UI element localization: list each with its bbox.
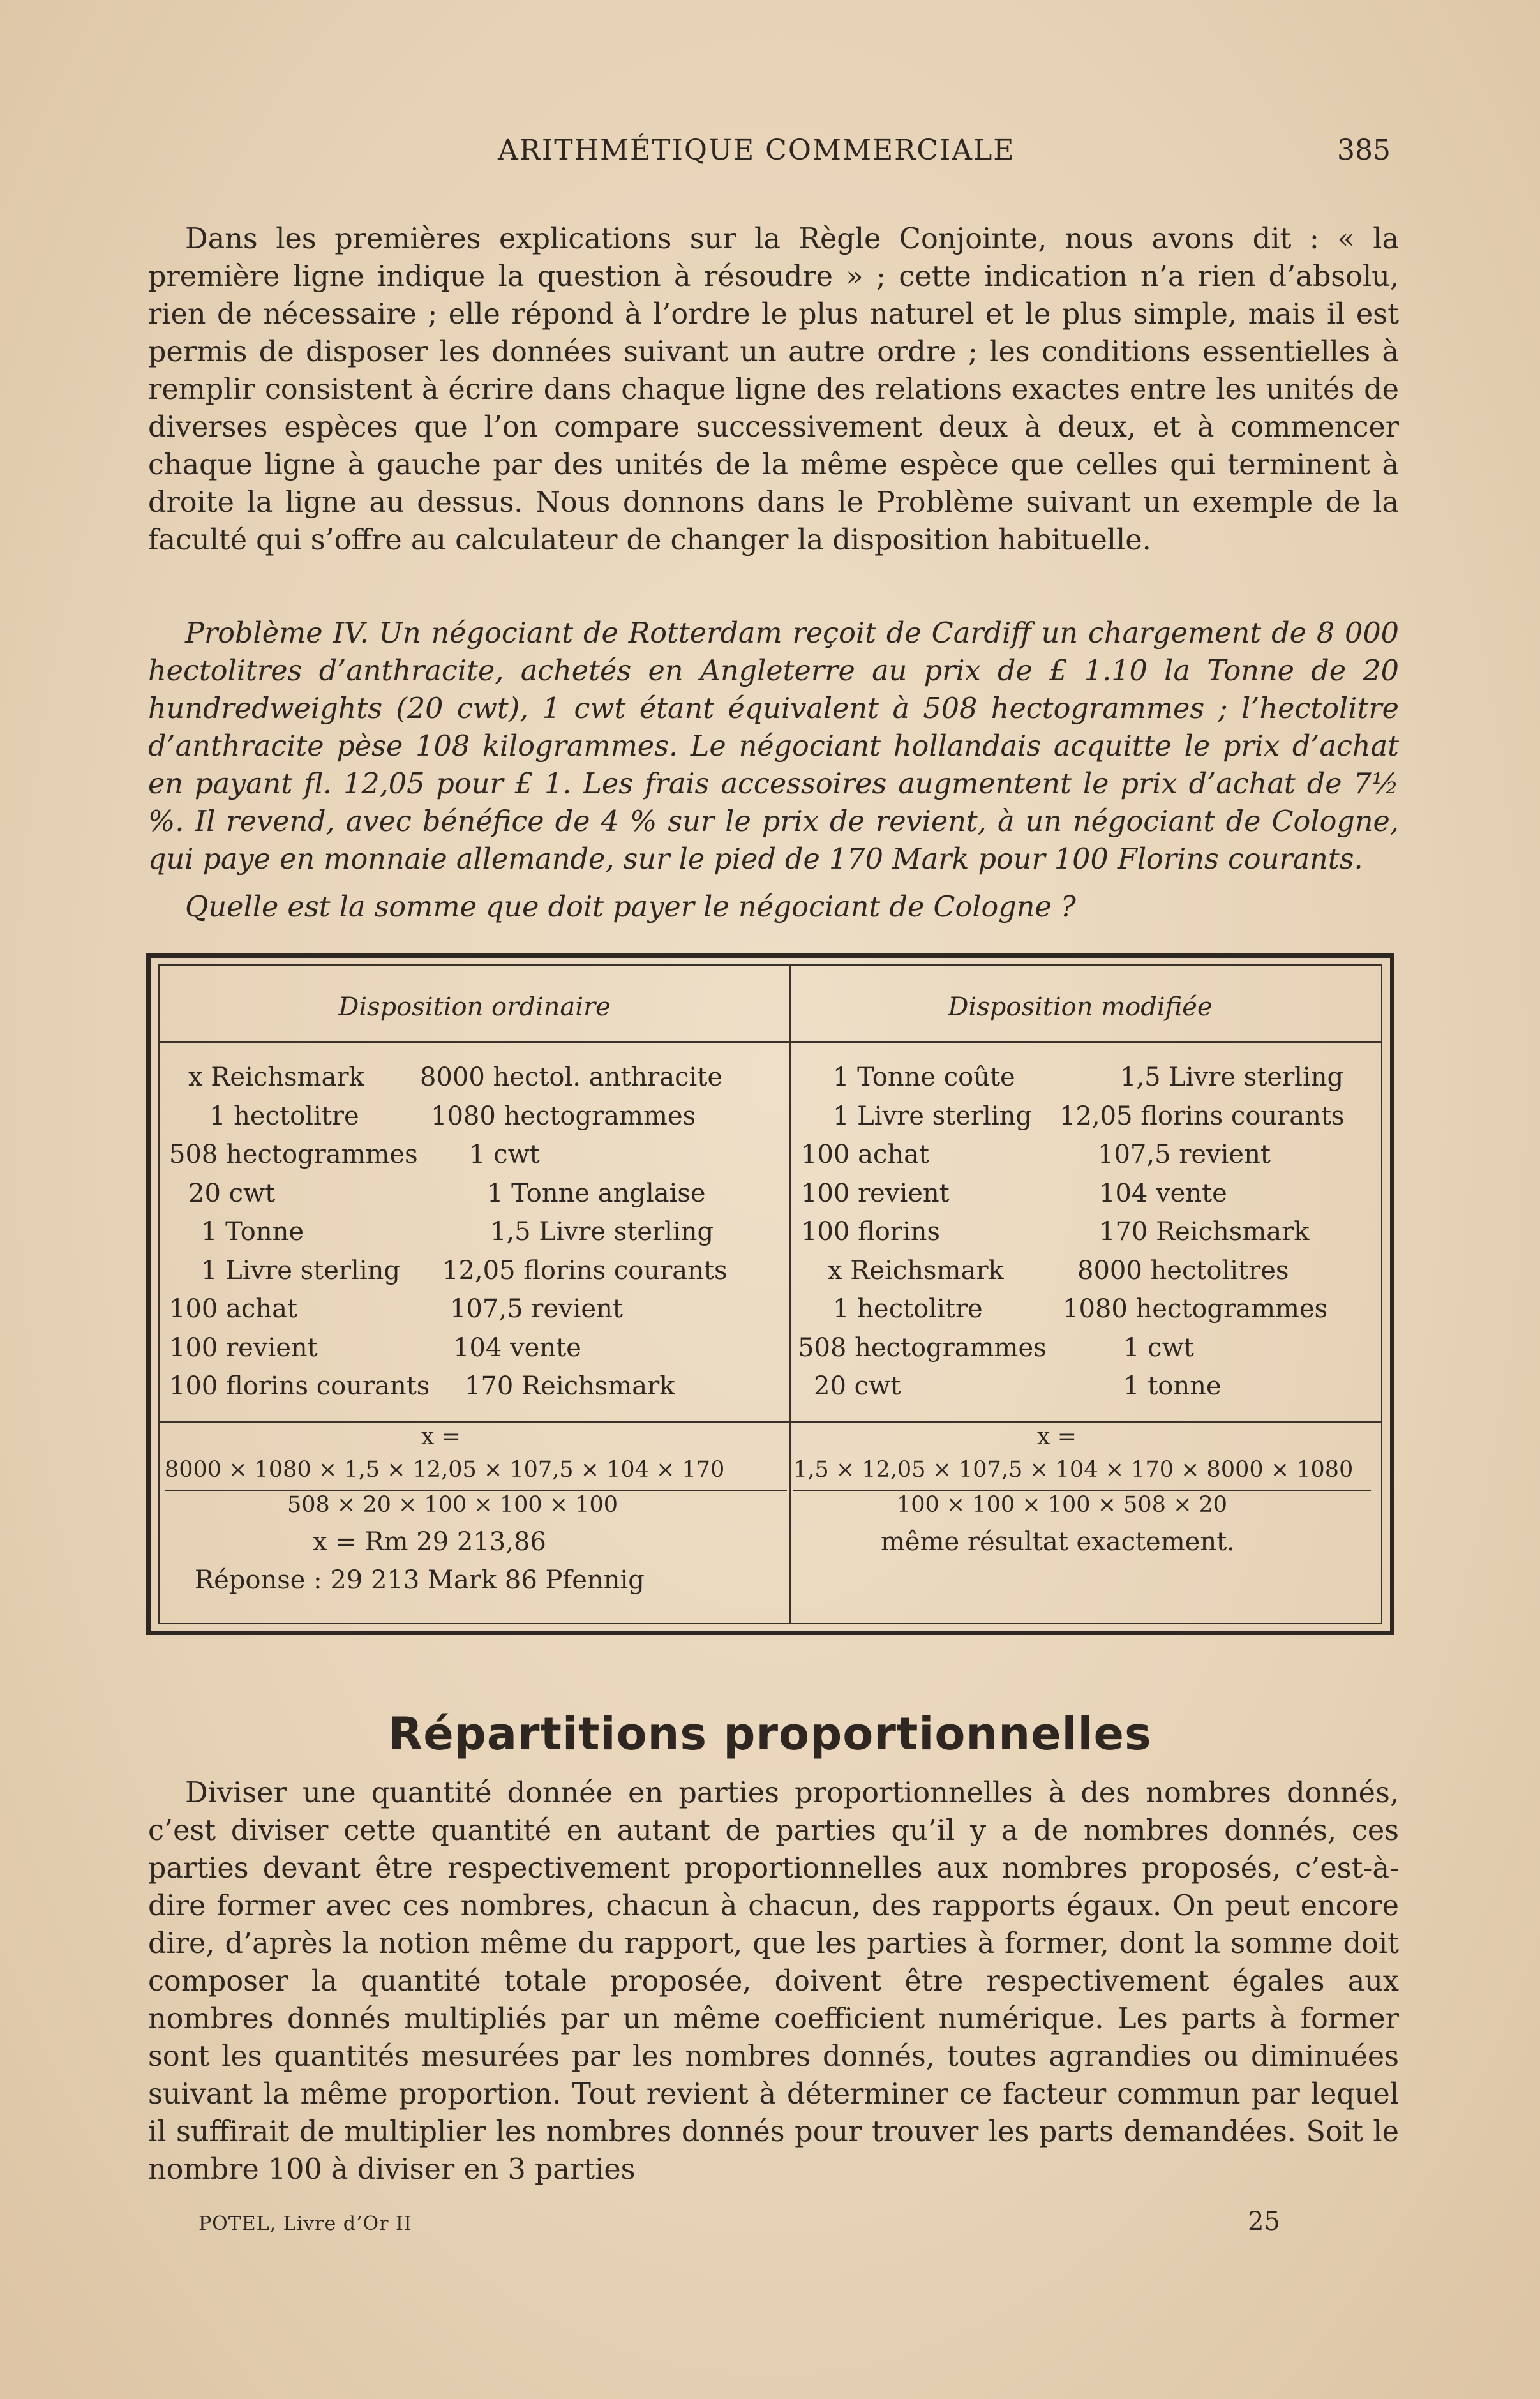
table-cell: 1 cwt	[469, 1140, 540, 1169]
table-cell: 107,5 revient	[1098, 1140, 1271, 1169]
table-cell: 170 Reichsmark	[465, 1371, 675, 1401]
left-answer: Réponse : 29 213 Mark 86 Pfennig	[195, 1566, 645, 1595]
running-head	[0, 134, 1540, 172]
table-cell: 100 florins	[801, 1217, 941, 1246]
table-cell: 100 achat	[169, 1294, 297, 1324]
table-cell: 1 Livre sterling	[201, 1256, 400, 1285]
table-cell: 1 Tonne anglaise	[487, 1179, 706, 1208]
right-numerator: 1,5 × 12,05 × 107,5 × 104 × 170 × 8000 × 1080	[793, 1457, 1354, 1483]
page-number: 385	[1337, 134, 1391, 167]
computation-table	[146, 953, 1394, 1635]
running-head-title: ARITHMÉTIQUE COMMERCIALE	[498, 134, 1015, 167]
right-column-heading: Disposition modifiée	[948, 992, 1213, 1022]
table-cell: 1 Tonne	[201, 1217, 304, 1246]
table-cell: 1 hectolitre	[833, 1294, 983, 1324]
table-cell: 1 cwt	[1123, 1333, 1194, 1363]
table-cell: 12,05 florins courants	[442, 1256, 728, 1285]
table-cell: x Reichsmark	[828, 1256, 1004, 1285]
table-cell: 8000 hectolitres	[1077, 1256, 1289, 1285]
table-cell: 1,5 Livre sterling	[490, 1217, 714, 1246]
intro-paragraph: Dans les premières explications sur la Règle Conjointe, nous avons dit : « la première ligne indique la question à résoudre » ; cette indication n’a rien d’absolu, rien de nécessaire ; elle répond à l’ordre le plus naturel et le plus simple, mais il est permis de disposer les données suivant un autre ordre ; les conditions essentielles à remplir consistent à écrire dans chaque ligne des relations exactes entre les unités de diverses espèces que l’on compare successivement deux à deux, et à commencer chaque ligne à gauche par des unités de la même espèce que celles qui terminent à droite la ligne au dessus. Nous donnons dans le Problème suivant un exemple de la faculté qui s’offre au calculateur de changer la disposition habituelle.	[148, 223, 1399, 557]
table-cell: 1080 hectogrammes	[431, 1102, 696, 1131]
right-result: même résultat exactement.	[881, 1527, 1235, 1557]
section-heading: Répartitions proportionnelles	[388, 1708, 1152, 1760]
left-denominator: 508 × 20 × 100 × 100 × 100	[287, 1492, 618, 1518]
question-paragraph: Quelle est la somme que doit payer le négociant de Cologne ?	[185, 891, 1076, 923]
left-column-heading: Disposition ordinaire	[338, 992, 611, 1022]
repartitions-paragraph: Diviser une quantité donnée en parties proportionnelles à des nombres donnés, c’est diviser cette quantité en autant de parties qu’il y a de nombres donnés, ces parties devant être respectivement proportionnelles aux nombres proposés, c’est-à-dire former avec ces nombres, chacun à chacun, des rapports égaux. On peut encore dire, d’après la notion même du rapport, que les parties à former, dont la somme doit composer la quantité totale proposée, doivent être respectivement égales aux nombres donnés multipliés par un même coefficient numérique. Les parts à former sont les quantités mesurées par les nombres donnés, toutes agrandies ou diminuées suivant la même proportion. Tout revient à déterminer ce facteur commun par lequel il suffirait de multiplier les nombres donnés pour trouver les parts demandées. Soit le nombre 100 à diviser en 3 parties	[148, 1777, 1399, 2186]
table-cell: 104 vente	[453, 1333, 581, 1363]
table-cell: 1 Livre sterling	[833, 1102, 1032, 1131]
table-inner-border	[158, 964, 1382, 1624]
right-fraction-bar	[793, 1490, 1371, 1491]
signature-number: 25	[1248, 2207, 1280, 2236]
table-cell: 100 florins courants	[169, 1371, 430, 1401]
left-result: x = Rm 29 213,86	[313, 1527, 546, 1557]
table-cell: x Reichsmark	[188, 1063, 364, 1092]
table-cell: 1080 hectogrammes	[1063, 1294, 1328, 1324]
separator-line	[160, 1421, 1381, 1423]
left-numerator: 8000 × 1080 × 1,5 × 12,05 × 107,5 × 104 × 170	[165, 1457, 725, 1483]
table-cell: 170 Reichsmark	[1099, 1217, 1310, 1246]
column-divider	[789, 966, 791, 1623]
table-cell: 1 hectolitre	[209, 1102, 359, 1131]
table-cell: 100 achat	[801, 1140, 929, 1169]
table-cell: 8000 hectol. anthracite	[420, 1063, 723, 1092]
right-denominator: 100 × 100 × 100 × 508 × 20	[897, 1492, 1228, 1518]
table-cell: 100 revient	[169, 1333, 318, 1363]
header-rule	[160, 1041, 1381, 1045]
table-cell: 107,5 revient	[450, 1294, 623, 1324]
table-cell: 1 tonne	[1123, 1371, 1222, 1401]
table-cell: 20 cwt	[814, 1371, 901, 1401]
table-cell: 104 vente	[1099, 1179, 1227, 1208]
table-cell: 508 hectogrammes	[798, 1333, 1047, 1363]
table-cell: 100 revient	[801, 1179, 950, 1208]
table-cell: 508 hectogrammes	[169, 1140, 418, 1169]
left-fraction-bar	[165, 1490, 787, 1491]
table-cell: 20 cwt	[188, 1179, 276, 1208]
footer-signature: POTEL, Livre d’Or II	[198, 2213, 412, 2235]
problem-paragraph: Problème IV. Un négociant de Rotterdam reçoit de Cardiff un chargement de 8 000 hectolitres d’anthracite, achetés en Angleterre au prix de £ 1.10 la Tonne de 20 hundredweights (20 cwt), 1 cwt étant équivalent à 508 hectogrammes ; l’hectolitre d’anthracite pèse 108 kilogrammes. Le négociant hollandais acquitte le prix d’achat en payant fl. 12,05 pour £ 1. Les frais accessoires augmentent le prix d’achat de 7½ %. Il revend, avec bénéfice de 4 % sur le prix de revient, à un négociant de Cologne, qui paye en monnaie allemande, sur le pied de 170 Mark pour 100 Florins courants.	[148, 617, 1399, 876]
table-cell: 1 Tonne coûte	[833, 1063, 1015, 1092]
table-cell: 12,05 florins courants	[1059, 1102, 1345, 1131]
table-cell: 1,5 Livre sterling	[1120, 1063, 1344, 1092]
left-x-equals: x =	[421, 1424, 461, 1450]
right-x-equals: x =	[1037, 1424, 1077, 1450]
